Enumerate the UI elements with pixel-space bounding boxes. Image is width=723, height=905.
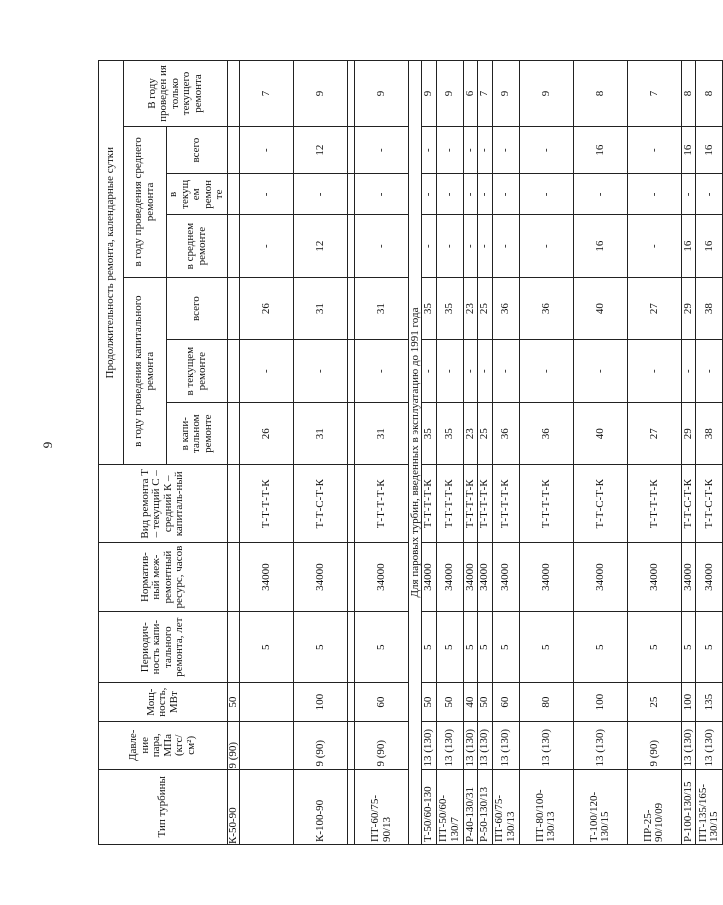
table-row <box>519 61 573 845</box>
cell-period: 5 <box>436 612 463 683</box>
cell-cur-only: 9 <box>436 61 463 127</box>
cell-cap-total: 36 <box>492 277 519 340</box>
cell-power <box>348 683 355 722</box>
cell-med-total: - <box>478 126 493 173</box>
cell-type: Т-100/120-130/15 <box>573 769 627 844</box>
cell-pressure: 13 (130) <box>492 722 519 769</box>
cell-type: К-50-90 <box>227 769 240 844</box>
cell-med-in-cur: - <box>463 174 478 215</box>
cell-cur-only: 7 <box>240 61 294 127</box>
cell-cur-only: 7 <box>627 61 681 127</box>
cell-cur-only: 9 <box>492 61 519 127</box>
table-row <box>696 61 723 845</box>
cell-cur-only: 9 <box>294 61 348 127</box>
cell-med-in-cur: - <box>519 174 573 215</box>
cell-kind: Т-Т-Т-Т-К <box>492 465 519 543</box>
cell-resource: 34000 <box>696 543 723 612</box>
cell-type <box>240 769 294 844</box>
cell-kind: Т-Т-С-Т-К <box>696 465 723 543</box>
cell-med-total: 16 <box>696 126 723 173</box>
header-norm-resource: Норматив-ный меж-ремонтный ресурс, часов <box>99 543 228 612</box>
cell-med-in-med: - <box>463 215 478 278</box>
cell-cap-in-cur <box>227 340 240 403</box>
cell-type: Т-50/60-130 <box>422 769 437 844</box>
cell-type: ПР-25-90/10/09 <box>627 769 681 844</box>
cell-power: 50 <box>227 683 240 722</box>
cell-resource: 34000 <box>463 543 478 612</box>
cell-med-total: - <box>519 126 573 173</box>
cell-period: 5 <box>681 612 696 683</box>
header-cur-only: В году проведен ия только текущего ремонта <box>124 61 228 127</box>
cell-cap-in-cap: 23 <box>463 402 478 465</box>
header-in-cur-short: в текущ ем ремон те <box>167 174 228 215</box>
cell-kind: Т-Т-Т-Т-К <box>436 465 463 543</box>
cell-cap-in-cap: 36 <box>492 402 519 465</box>
cell-kind: Т-Т-С-Т-К <box>681 465 696 543</box>
cell-kind: Т-Т-С-Т-К <box>294 465 348 543</box>
cell-cap-in-cap: 40 <box>573 402 627 465</box>
cell-resource: 34000 <box>519 543 573 612</box>
cell-pressure: 13 (130) <box>436 722 463 769</box>
cell-med-total <box>348 126 355 173</box>
cell-med-in-cur: - <box>681 174 696 215</box>
cell-cur-only <box>227 61 240 127</box>
cell-cap-in-cap: 29 <box>681 402 696 465</box>
table-row <box>478 61 493 845</box>
cell-period <box>227 612 240 683</box>
cell-cap-in-cap: 35 <box>436 402 463 465</box>
cell-cap-in-cur: - <box>627 340 681 403</box>
cell-kind: Т-Т-Т-Т-К <box>627 465 681 543</box>
cell-cap-in-cur: - <box>355 340 409 403</box>
cell-power: 50 <box>478 683 493 722</box>
cell-med-total: - <box>492 126 519 173</box>
cell-resource <box>227 543 240 612</box>
cell-cap-in-cap: 38 <box>696 402 723 465</box>
table-row <box>227 61 240 845</box>
cell-med-in-med: - <box>519 215 573 278</box>
cell-cap-total: 35 <box>422 277 437 340</box>
header-in-cur: в текущем ремонте <box>167 340 228 403</box>
cell-type <box>348 769 355 844</box>
cell-cur-only: 8 <box>573 61 627 127</box>
cell-period: 5 <box>696 612 723 683</box>
cell-power: 100 <box>294 683 348 722</box>
cell-resource: 34000 <box>436 543 463 612</box>
cell-resource: 34000 <box>355 543 409 612</box>
cell-med-total: - <box>463 126 478 173</box>
cell-med-in-med: - <box>436 215 463 278</box>
table-row <box>240 61 294 845</box>
cell-cap-in-cap <box>348 402 355 465</box>
header-duration: Продолжительность ремонта, календарные сутки <box>99 61 124 465</box>
cell-resource <box>348 543 355 612</box>
header-cap-year: в году проведения капитального ремонта <box>124 277 167 465</box>
cell-cap-in-cur: - <box>422 340 437 403</box>
header-total: всего <box>167 277 228 340</box>
cell-period: 5 <box>478 612 493 683</box>
cell-resource: 34000 <box>492 543 519 612</box>
cell-cur-only: 9 <box>422 61 437 127</box>
cell-cap-in-cur: - <box>492 340 519 403</box>
cell-med-in-cur: - <box>422 174 437 215</box>
cell-med-in-med: - <box>240 215 294 278</box>
table-row <box>492 61 519 845</box>
header-in-med: в среднем ремонте <box>167 215 228 278</box>
cell-pressure: 13 (130) <box>478 722 493 769</box>
cell-period: 5 <box>573 612 627 683</box>
cell-cap-in-cur: - <box>436 340 463 403</box>
cell-type: ПТ-50/60-130/7 <box>436 769 463 844</box>
cell-cap-total: 31 <box>294 277 348 340</box>
cell-cap-in-cap: 31 <box>294 402 348 465</box>
cell-power: 50 <box>422 683 437 722</box>
cell-pressure: 9 (90) <box>355 722 409 769</box>
header-repair-kind: Вид ремонта Т – текущий С – средний К – капиталь-ный <box>99 465 228 543</box>
cell-cap-in-cap: 27 <box>627 402 681 465</box>
cell-cap-total <box>348 277 355 340</box>
cell-power: 100 <box>681 683 696 722</box>
cell-med-in-cur: - <box>478 174 493 215</box>
cell-med-total: 12 <box>294 126 348 173</box>
cell-cur-only: 8 <box>696 61 723 127</box>
cell-resource: 34000 <box>478 543 493 612</box>
cell-cap-in-cur: - <box>294 340 348 403</box>
table-row <box>463 61 478 845</box>
cell-resource: 34000 <box>422 543 437 612</box>
cell-med-total: - <box>422 126 437 173</box>
cell-resource: 34000 <box>681 543 696 612</box>
cell-cap-in-cur: - <box>478 340 493 403</box>
table-row <box>436 61 463 845</box>
cell-med-in-med <box>348 215 355 278</box>
cell-type: ПТ-80/100-130/13 <box>519 769 573 844</box>
cell-resource: 34000 <box>573 543 627 612</box>
cell-power: 60 <box>355 683 409 722</box>
cell-power: 40 <box>463 683 478 722</box>
cell-cap-in-cur: - <box>463 340 478 403</box>
cell-period: 5 <box>627 612 681 683</box>
header-turbine-type: Тип турбины <box>99 769 228 844</box>
cell-type: ПТ-135/165-130/15 <box>696 769 723 844</box>
cell-cap-in-cur: - <box>696 340 723 403</box>
cell-med-in-med: - <box>627 215 681 278</box>
cell-period: 5 <box>422 612 437 683</box>
cell-med-in-med <box>227 215 240 278</box>
cell-cap-in-cap: 36 <box>519 402 573 465</box>
cell-cap-total: 29 <box>681 277 696 340</box>
cell-power: 80 <box>519 683 573 722</box>
cell-med-total <box>227 126 240 173</box>
table-row <box>294 61 348 845</box>
cell-cap-total: 38 <box>696 277 723 340</box>
cell-med-in-cur: - <box>492 174 519 215</box>
header-med-year: в году проведения среднего ремонта <box>124 126 167 277</box>
cell-cap-in-cap: 35 <box>422 402 437 465</box>
cell-med-in-cur <box>348 174 355 215</box>
cell-power: 100 <box>573 683 627 722</box>
cell-cap-in-cap: 26 <box>240 402 294 465</box>
table-row <box>681 61 696 845</box>
cell-period: 5 <box>492 612 519 683</box>
cell-pressure: 13 (130) <box>681 722 696 769</box>
cell-cap-total: 35 <box>436 277 463 340</box>
cell-type: Р-100-130/15 <box>681 769 696 844</box>
cell-period <box>348 612 355 683</box>
cell-type: ПТ-60/75-130/13 <box>492 769 519 844</box>
cell-power <box>240 683 294 722</box>
cell-period: 5 <box>463 612 478 683</box>
cell-pressure: 13 (130) <box>696 722 723 769</box>
cell-kind: Т-Т-С-Т-К <box>573 465 627 543</box>
table-row <box>627 61 681 845</box>
cell-kind: Т-Т-Т-Т-К <box>422 465 437 543</box>
header-in-cap: в капи-тальном ремонте <box>167 402 228 465</box>
cell-cur-only: 8 <box>681 61 696 127</box>
cell-cap-in-cur <box>348 340 355 403</box>
cell-med-total: 16 <box>681 126 696 173</box>
cell-med-in-cur <box>227 174 240 215</box>
cell-med-in-cur: - <box>436 174 463 215</box>
cell-med-in-cur: - <box>294 174 348 215</box>
cell-med-in-cur: - <box>240 174 294 215</box>
cell-cur-only: 9 <box>519 61 573 127</box>
page-number: 9 <box>40 441 55 449</box>
cell-pressure: 9 (90) <box>294 722 348 769</box>
cell-resource: 34000 <box>627 543 681 612</box>
cell-power: 25 <box>627 683 681 722</box>
cell-cur-only <box>348 61 355 127</box>
table-row <box>573 61 627 845</box>
cell-pressure <box>348 722 355 769</box>
cell-type: Р-50-130/13 <box>478 769 493 844</box>
cell-kind: Т-Т-Т-Т-К <box>463 465 478 543</box>
cell-period: 5 <box>294 612 348 683</box>
cell-cap-in-cur: - <box>573 340 627 403</box>
cell-period: 5 <box>240 612 294 683</box>
cell-pressure: 9 (90) <box>227 722 240 769</box>
cell-cap-in-cap: 31 <box>355 402 409 465</box>
cell-resource: 34000 <box>240 543 294 612</box>
cell-pressure: 9 (90) <box>627 722 681 769</box>
cell-type: К-100-90 <box>294 769 348 844</box>
cell-med-in-cur: - <box>627 174 681 215</box>
cell-med-total: - <box>240 126 294 173</box>
cell-kind: Т-Т-Т-Т-К <box>478 465 493 543</box>
cell-kind: Т-Т-Т-Т-К <box>355 465 409 543</box>
cell-med-total: - <box>355 126 409 173</box>
cell-med-in-med: 16 <box>573 215 627 278</box>
cell-med-in-med: 16 <box>681 215 696 278</box>
cell-med-in-med: 16 <box>696 215 723 278</box>
cell-cap-in-cur: - <box>240 340 294 403</box>
cell-kind <box>348 465 355 543</box>
cell-med-in-med: - <box>422 215 437 278</box>
cell-type: Р-40-130/31 <box>463 769 478 844</box>
cell-cap-in-cur: - <box>519 340 573 403</box>
cell-kind <box>227 465 240 543</box>
cell-pressure <box>240 722 294 769</box>
cell-cap-total: 27 <box>627 277 681 340</box>
cell-med-in-cur: - <box>696 174 723 215</box>
cell-pressure: 13 (130) <box>422 722 437 769</box>
cell-cap-in-cap <box>227 402 240 465</box>
cell-type: ПТ-60/75-90/13 <box>355 769 409 844</box>
header-periodicity: Периодич-ность капи-тального ремонта, лет <box>99 612 228 683</box>
cell-period: 5 <box>355 612 409 683</box>
cell-cur-only: 6 <box>463 61 478 127</box>
cell-pressure: 13 (130) <box>573 722 627 769</box>
cell-med-in-med: - <box>355 215 409 278</box>
cell-cap-total: 36 <box>519 277 573 340</box>
cell-cur-only: 7 <box>478 61 493 127</box>
cell-med-in-med: 12 <box>294 215 348 278</box>
cell-resource: 34000 <box>294 543 348 612</box>
header-total-short: всего <box>167 126 228 173</box>
section-title: Для паровых турбин, введенных в эксплуатацию до 1991 года <box>409 61 422 845</box>
table-row <box>348 61 355 845</box>
cell-kind: Т-Т-Т-Т-К <box>519 465 573 543</box>
cell-med-in-med: - <box>478 215 493 278</box>
cell-med-in-cur: - <box>573 174 627 215</box>
cell-power: 50 <box>436 683 463 722</box>
repair-duration-table <box>98 60 723 845</box>
cell-cap-total: 26 <box>240 277 294 340</box>
cell-med-in-med: - <box>492 215 519 278</box>
cell-pressure: 13 (130) <box>519 722 573 769</box>
cell-med-total: 16 <box>573 126 627 173</box>
cell-cap-total <box>227 277 240 340</box>
cell-med-total: - <box>436 126 463 173</box>
section-row <box>409 61 422 845</box>
table-row <box>422 61 437 845</box>
cell-cap-total: 23 <box>463 277 478 340</box>
header-power: Мощ-ность, МВт <box>99 683 228 722</box>
cell-power: 135 <box>696 683 723 722</box>
cell-pressure: 13 (130) <box>463 722 478 769</box>
table-row <box>355 61 409 845</box>
cell-cap-total: 25 <box>478 277 493 340</box>
cell-period: 5 <box>519 612 573 683</box>
cell-cap-total: 40 <box>573 277 627 340</box>
cell-cap-in-cap: 25 <box>478 402 493 465</box>
cell-power: 60 <box>492 683 519 722</box>
cell-med-total: - <box>627 126 681 173</box>
cell-cap-in-cur: - <box>681 340 696 403</box>
cell-med-in-cur: - <box>355 174 409 215</box>
cell-cur-only: 9 <box>355 61 409 127</box>
header-pressure: Давле-ние пара, МПа (кгс/ см²) <box>99 722 228 769</box>
cell-cap-total: 31 <box>355 277 409 340</box>
repair-table-rotated <box>98 60 721 845</box>
cell-kind: Т-Т-Т-Т-К <box>240 465 294 543</box>
